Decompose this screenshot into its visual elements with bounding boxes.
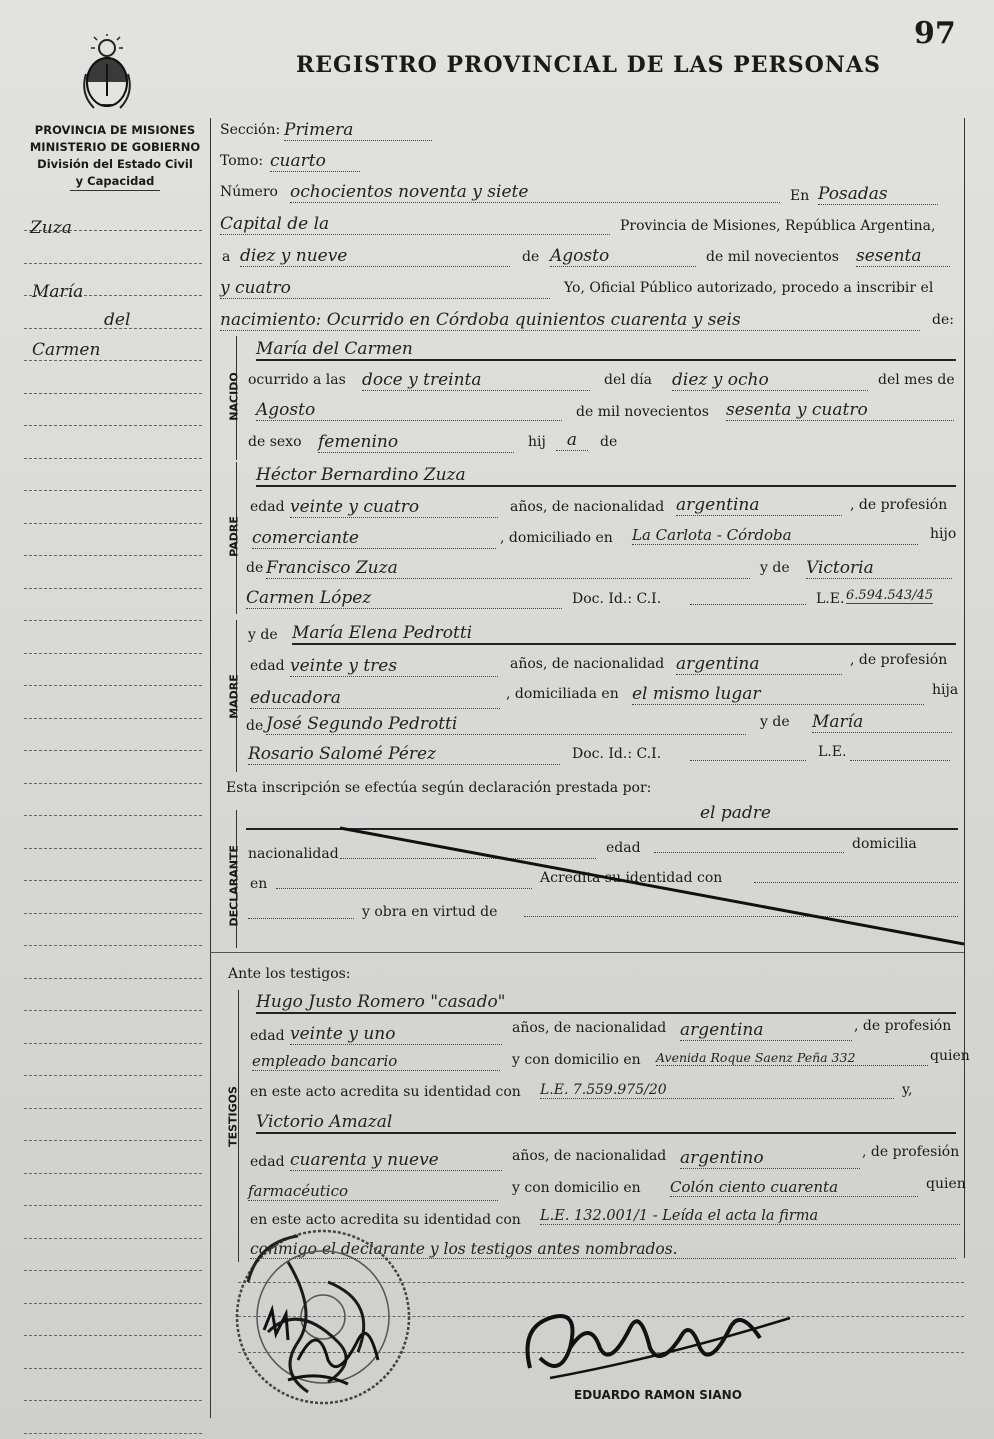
nacido-anio-value: sesenta y cuatro bbox=[726, 400, 954, 421]
madre-edad-value: veinte y tres bbox=[290, 656, 498, 677]
declaracion-value: el padre bbox=[700, 803, 771, 823]
margin-rule bbox=[24, 393, 202, 394]
en-value: Posadas bbox=[818, 184, 938, 205]
padre-domicilio-label: , domiciliado en bbox=[500, 530, 613, 546]
testigos-section-label: TESTIGOS bbox=[226, 1086, 240, 1147]
coat-of-arms-icon bbox=[80, 34, 134, 114]
testigos-intro: Ante los testigos: bbox=[228, 966, 351, 982]
madre-yde-label: y de bbox=[248, 627, 278, 643]
padre-edad-label: edad bbox=[250, 499, 285, 515]
hij-label: hij bbox=[528, 434, 546, 450]
seccion-label: Sección: bbox=[220, 122, 281, 138]
margin-rule bbox=[24, 1270, 202, 1271]
declarante-edad-label: edad bbox=[606, 840, 641, 856]
padre-doc-label: Doc. Id.: C.I. bbox=[572, 591, 662, 607]
madre-le-label: L.E. bbox=[818, 744, 847, 760]
madre-section-label: MADRE bbox=[227, 674, 241, 719]
declarante-section-label: DECLARANTE bbox=[227, 845, 241, 927]
padre-profesion-label: , de profesión bbox=[850, 497, 948, 513]
margin-note-surname: Zuza bbox=[30, 218, 72, 238]
witness-signatures bbox=[258, 1300, 408, 1390]
testigo-1-name: Hugo Justo Romero "casado" bbox=[256, 992, 956, 1014]
testigo-1-prof-label: , de profesión bbox=[854, 1018, 952, 1034]
fecha-anio-value: sesenta bbox=[856, 246, 950, 267]
issuer-line-4: y Capacidad bbox=[70, 173, 161, 191]
padre-name-value: Héctor Bernardino Zuza bbox=[256, 465, 956, 487]
testigo-1-acredita-value: L.E. 7.559.975/20 bbox=[540, 1082, 894, 1099]
testigo-2-dom-value: Colón ciento cuarenta bbox=[670, 1178, 918, 1197]
declarante-nacionalidad-label: nacionalidad bbox=[248, 846, 339, 862]
margin-rule bbox=[24, 458, 202, 459]
ocurrido-label: ocurrido a las bbox=[248, 372, 346, 388]
en-label: En bbox=[790, 188, 810, 204]
padre-nacionalidad-label: años, de nacionalidad bbox=[510, 499, 665, 515]
main-left-border bbox=[210, 118, 211, 1418]
nacido-section-label: NACIDO bbox=[227, 372, 241, 421]
margin-rule bbox=[24, 588, 202, 589]
issuer-block bbox=[20, 122, 210, 191]
padre-de-label: de bbox=[246, 560, 264, 576]
margin-rule bbox=[24, 685, 202, 686]
madre-doc-label: Doc. Id.: C.I. bbox=[572, 746, 662, 762]
margin-rule bbox=[24, 490, 202, 491]
declarante-bottom-rule bbox=[210, 952, 964, 953]
margin-rule bbox=[24, 783, 202, 784]
padre-le-label: L.E. bbox=[816, 591, 845, 607]
margin-rule bbox=[24, 1173, 202, 1174]
issuer-line-1: PROVINCIA DE MISIONES bbox=[34, 123, 196, 137]
margin-rule bbox=[24, 880, 202, 881]
margin-rule bbox=[24, 1303, 202, 1304]
margin-note-name-1: María bbox=[32, 282, 84, 302]
margin-rule bbox=[24, 1335, 202, 1336]
testigo-2-prof-value: farmacéutico bbox=[248, 1182, 498, 1201]
madre-profesion-label: , de profesión bbox=[850, 652, 948, 668]
margin-rule bbox=[24, 1433, 202, 1434]
margin-rule bbox=[24, 1140, 202, 1141]
closing-text: conmigo el declarante y los testigos antes nombrados. bbox=[250, 1240, 956, 1259]
fecha-de-label: de bbox=[522, 249, 540, 265]
madre-domicilio-value: el mismo lugar bbox=[632, 684, 924, 705]
testigo-2-quien: quien bbox=[926, 1176, 966, 1192]
tomo-label: Tomo: bbox=[220, 153, 264, 169]
margin-rule bbox=[24, 978, 202, 979]
margin-note-name-3: Carmen bbox=[32, 340, 101, 360]
main-right-border bbox=[964, 118, 965, 1258]
madre-y-de-label: y de bbox=[760, 714, 790, 730]
official-signature-name: EDUARDO RAMON SIANO bbox=[574, 1388, 742, 1402]
testigo-1-nac-value: argentina bbox=[680, 1020, 852, 1041]
capital-value: Capital de la bbox=[220, 214, 610, 235]
testigo-1-edad-label: edad bbox=[250, 1028, 285, 1044]
fecha-mes-value: Agosto bbox=[550, 246, 696, 267]
margin-rule bbox=[24, 1238, 202, 1239]
margin-rule bbox=[24, 750, 202, 751]
padre-ci-field bbox=[690, 604, 806, 605]
margin-rule bbox=[24, 555, 202, 556]
declarante-en-label: en bbox=[250, 876, 268, 892]
margin-rule bbox=[24, 848, 202, 849]
padre-section-label: PADRE bbox=[227, 516, 241, 557]
fecha-mil-text: de mil novecientos bbox=[706, 249, 839, 265]
madre-madre-value-2: Rosario Salomé Pérez bbox=[248, 744, 560, 765]
declarante-domicilia-label: domicilia bbox=[852, 836, 917, 852]
tomo-value: cuarto bbox=[270, 151, 360, 172]
provincia-text: Provincia de Misiones, República Argentina, bbox=[620, 218, 936, 234]
padre-madre-value: Victoria bbox=[806, 558, 952, 579]
margin-rule bbox=[24, 913, 202, 914]
madre-hija-label: hija bbox=[932, 682, 959, 698]
margin-rule bbox=[24, 1075, 202, 1076]
padre-y-de-label: y de bbox=[760, 560, 790, 576]
hij-value: a bbox=[556, 430, 588, 451]
margin-rule bbox=[24, 1400, 202, 1401]
madre-le-field bbox=[850, 760, 950, 761]
nacido-mes-value: Agosto bbox=[256, 400, 562, 421]
testigo-2-nac-label: años, de nacionalidad bbox=[512, 1148, 667, 1164]
margin-rule bbox=[24, 653, 202, 654]
testigo-2-nac-value: argentino bbox=[680, 1148, 860, 1169]
margin-rule bbox=[24, 360, 202, 361]
testigo-1-dom-label: y con domicilio en bbox=[512, 1052, 641, 1068]
declarante-acredita-label: Acredita su identidad con bbox=[540, 870, 723, 886]
margin-rule bbox=[24, 1108, 202, 1109]
margin-rule bbox=[24, 620, 202, 621]
madre-padre-value: José Segundo Pedrotti bbox=[266, 714, 746, 735]
margin-rule bbox=[24, 523, 202, 524]
official-signature bbox=[510, 1288, 810, 1388]
nacimiento-value: nacimiento: Ocurrido en Córdoba quinientos cuarenta y seis bbox=[220, 310, 920, 331]
madre-edad-label: edad bbox=[250, 658, 285, 674]
padre-padre-value: Francisco Zuza bbox=[266, 558, 750, 579]
fecha-anio-value-2: y cuatro bbox=[220, 278, 550, 299]
testigo-2-prof-label: , de profesión bbox=[862, 1144, 960, 1160]
madre-nacionalidad-value: argentina bbox=[676, 654, 842, 675]
margin-rule bbox=[24, 718, 202, 719]
testigo-2-edad-label: edad bbox=[250, 1154, 285, 1170]
oficial-text: Yo, Oficial Público autorizado, procedo a inscribir el bbox=[564, 280, 934, 296]
madre-madre-value: María bbox=[812, 712, 952, 733]
testigo-2-acredita-label: en este acto acredita su identidad con bbox=[250, 1212, 521, 1228]
padre-hijo-label: hijo bbox=[930, 526, 957, 542]
margin-note-name-2: del bbox=[104, 310, 131, 330]
margin-rule bbox=[24, 1043, 202, 1044]
declaracion-text: Esta inscripción se efectúa según declaración prestada por: bbox=[226, 780, 652, 796]
padre-nacionalidad-value: argentina bbox=[676, 495, 842, 516]
madre-domicilio-label: , domiciliada en bbox=[506, 686, 619, 702]
declarante-obra-label: y obra en virtud de bbox=[362, 904, 498, 920]
fecha-a-label: a bbox=[222, 249, 231, 265]
page-number: 97 bbox=[914, 16, 956, 51]
margin-rule bbox=[24, 1205, 202, 1206]
testigo-1-prof-value: empleado bancario bbox=[252, 1052, 500, 1071]
testigo-2-dom-label: y con domicilio en bbox=[512, 1180, 641, 1196]
testigo-2-edad-value: cuarenta y nueve bbox=[290, 1150, 502, 1171]
margin-rule bbox=[24, 945, 202, 946]
seccion-value: Primera bbox=[284, 120, 432, 141]
numero-value: ochocientos noventa y siete bbox=[290, 182, 780, 203]
sexo-label: de sexo bbox=[248, 434, 302, 450]
madre-profesion-value: educadora bbox=[250, 688, 500, 709]
de-colon: de: bbox=[932, 312, 954, 328]
nacido-mil-label: de mil novecientos bbox=[576, 404, 709, 420]
madre-nacionalidad-label: años, de nacionalidad bbox=[510, 656, 665, 672]
padre-le-value: 6.594.543/45 bbox=[846, 588, 934, 603]
madre-de-label: de bbox=[246, 718, 264, 734]
margin-rule bbox=[24, 815, 202, 816]
testigo-1-edad-value: veinte y uno bbox=[290, 1024, 502, 1045]
nacido-name-value: María del Carmen bbox=[256, 339, 956, 361]
issuer-line-2: MINISTERIO DE GOBIERNO bbox=[29, 140, 201, 154]
margin-rule bbox=[24, 263, 202, 264]
madre-ci-field bbox=[690, 760, 806, 761]
madre-name-value: María Elena Pedrotti bbox=[292, 623, 956, 645]
hora-value: doce y treinta bbox=[362, 370, 590, 391]
numero-label: Número bbox=[220, 184, 278, 200]
dia-value: diez y ocho bbox=[672, 370, 868, 391]
issuer-line-3: División del Estado Civil bbox=[37, 157, 193, 171]
margin-rule bbox=[24, 425, 202, 426]
testigo-1-dom-value: Avenida Roque Saenz Peña 332 bbox=[656, 1050, 928, 1066]
testigo-1-acredita-label: en este acto acredita su identidad con bbox=[250, 1084, 521, 1100]
padre-edad-value: veinte y cuatro bbox=[290, 497, 498, 518]
padre-domicilio-value: La Carlota - Córdoba bbox=[632, 526, 918, 545]
fecha-dia-value: diez y nueve bbox=[240, 246, 510, 267]
margin-rule bbox=[24, 1010, 202, 1011]
declarante-cross-out-line bbox=[240, 820, 964, 950]
sexo-value: femenino bbox=[318, 432, 514, 453]
testigo-1-nac-label: años, de nacionalidad bbox=[512, 1020, 667, 1036]
margin-rule bbox=[24, 1368, 202, 1369]
document-title: REGISTRO PROVINCIAL DE LAS PERSONAS bbox=[296, 52, 881, 78]
padre-madre-value-2: Carmen López bbox=[246, 588, 562, 609]
del-mes-label: del mes de bbox=[878, 372, 955, 388]
testigo-2-name: Victorio Amazal bbox=[256, 1112, 956, 1134]
padre-profesion-value: comerciante bbox=[252, 528, 496, 549]
testigo-1-y: y, bbox=[902, 1082, 913, 1098]
testigo-1-quien: quien bbox=[930, 1048, 970, 1064]
del-dia-label: del día bbox=[604, 372, 652, 388]
nacido-de-label: de bbox=[600, 434, 618, 450]
testigo-2-acredita-value: L.E. 132.001/1 - Leída el acta la firma bbox=[540, 1208, 960, 1225]
